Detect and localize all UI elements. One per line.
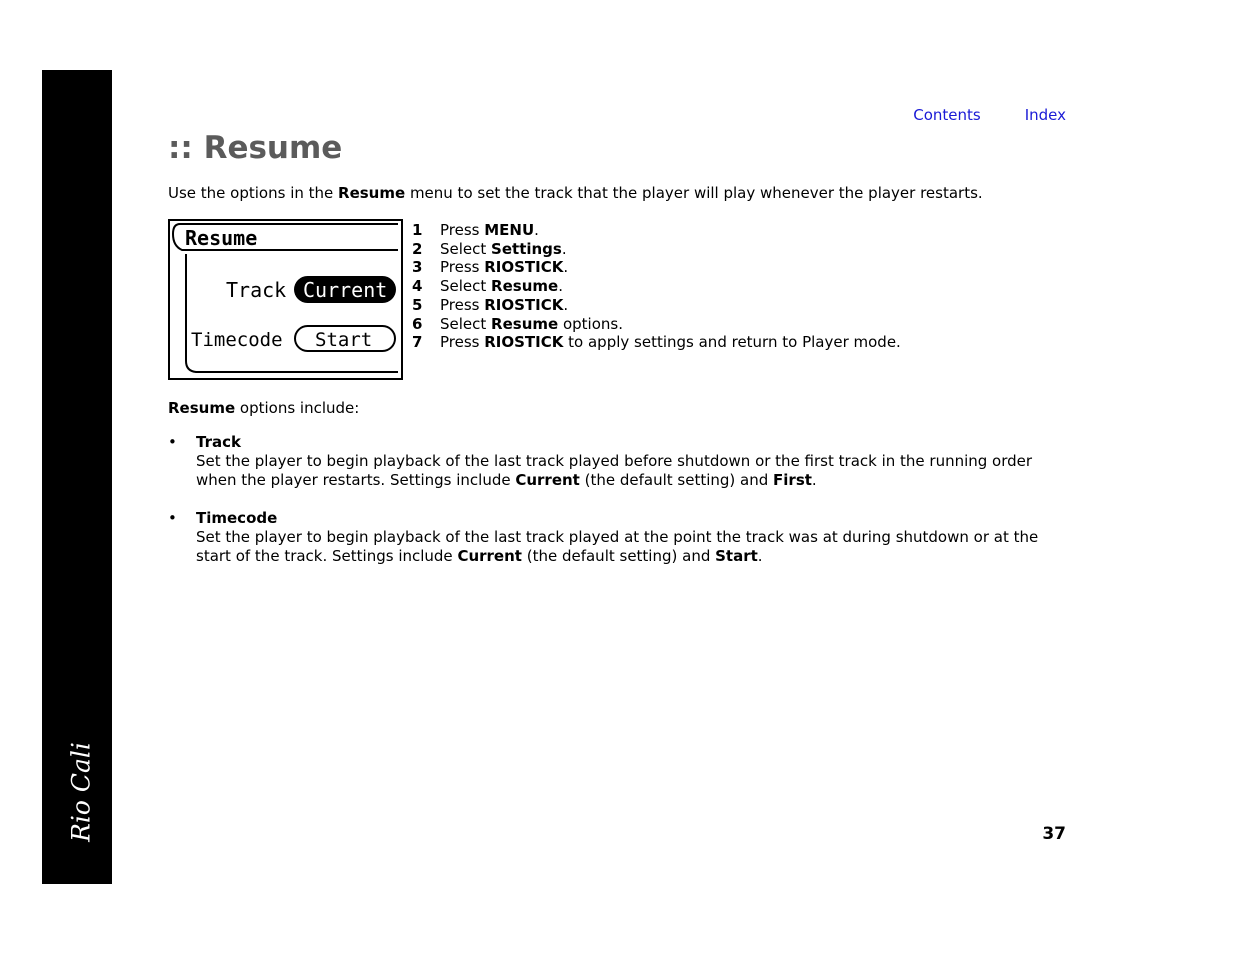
screen-track-label: Track <box>226 278 287 302</box>
device-screen-drawing <box>170 221 401 378</box>
step-item: 4 Select Resume. <box>412 277 563 296</box>
step-item: 7 Press RIOSTICK to apply settings and return to Player mode. <box>412 333 901 352</box>
option-timecode-title: Timecode <box>196 509 278 527</box>
step-item: 1 Press MENU. <box>412 221 539 239</box>
intro-text: Use the options in the Resume menu to set the track that the player will play whenever the player restarts. <box>168 184 983 202</box>
screen-heading: Resume <box>185 226 258 250</box>
option-track-title: Track <box>196 433 241 451</box>
step-item: 6 Select Resume options. <box>412 314 623 333</box>
options-lead: Resume options include: <box>168 399 360 417</box>
screen-timecode-value: Start <box>315 329 373 351</box>
step-item: 3 Press RIOSTICK. <box>412 258 569 277</box>
page-title: :: Resume <box>168 130 343 166</box>
step-item: 2 Select Settings. <box>412 239 567 258</box>
steps-list <box>412 221 901 352</box>
screen-timecode-label: Timecode <box>191 329 283 351</box>
option-track-text: Set the player to begin playback of the last track played before shutdown or the first track in the running order when the player restarts. Settings include Current (the default setting) and First. <box>196 452 1033 489</box>
bullet: • <box>168 433 177 451</box>
sidebar-brand: Rio Cali <box>66 742 96 842</box>
device-screen-image <box>168 219 403 380</box>
screen-track-value: Current <box>303 278 388 302</box>
option-timecode <box>168 509 1068 566</box>
index-link[interactable]: Index <box>1024 106 1066 124</box>
step-item: 5 Press RIOSTICK. <box>412 295 569 314</box>
contents-link[interactable]: Contents <box>913 106 981 124</box>
bullet: • <box>168 509 177 527</box>
top-nav <box>900 106 1066 124</box>
option-timecode-text: Set the player to begin playback of the last track played at the point the track was at during shutdown or at the start of the track. Settings include Current (the default setting) and Start. <box>196 528 1039 565</box>
option-track <box>168 433 1068 490</box>
page-number: 37 <box>1042 824 1066 844</box>
